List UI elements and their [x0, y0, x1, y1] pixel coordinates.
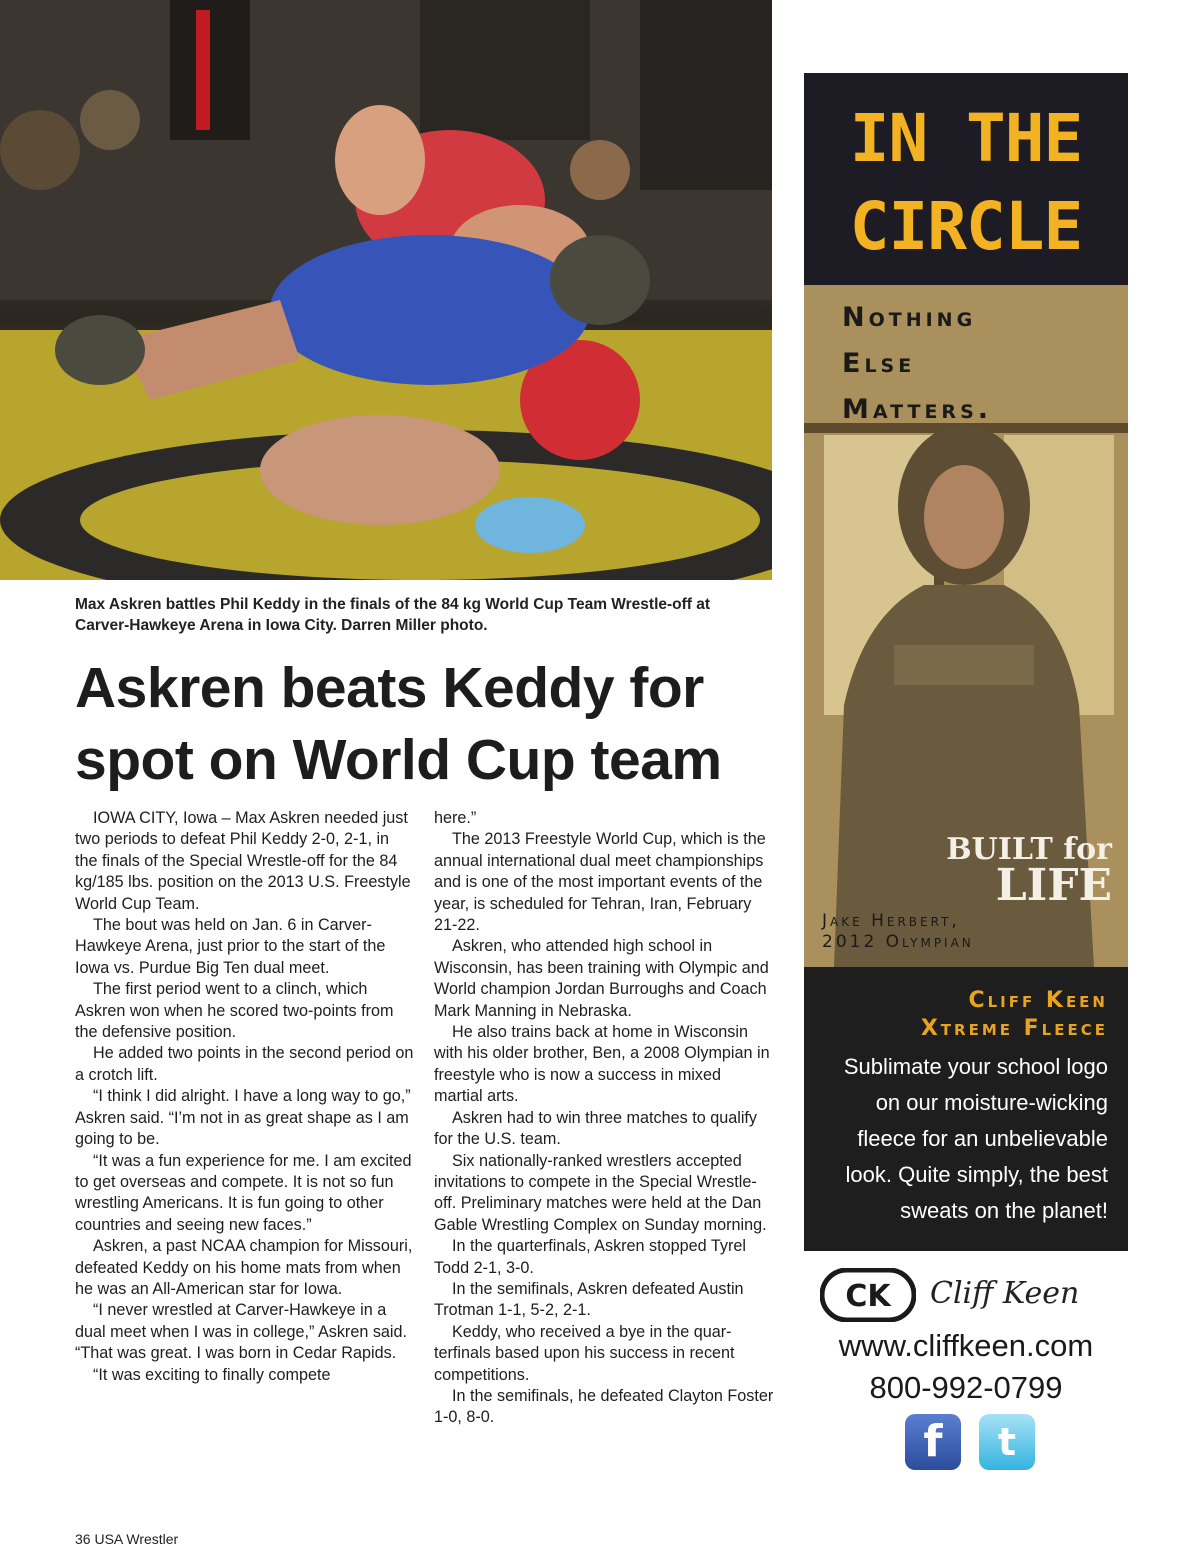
cliff-keen-advertisement[interactable] — [804, 73, 1128, 1251]
article-paragraph: He also trains back at home in Wisconsin with his older brother, Ben, a 2008 Olympian in freestyle who is now a success in mixed martial arts. — [434, 1023, 770, 1106]
ad-title-line-1: IN THE — [849, 100, 1083, 177]
brand-signature: Cliff Keen — [930, 1276, 1080, 1311]
article-paragraph: Askren, who attended high school in Wisconsin, has been training with Olympic and World champion Jordan Burroughs and Coach Mark Manning in Nebraska. — [434, 937, 769, 1020]
ad-slogan-line: Else — [842, 348, 916, 379]
ad-slogan-line: Nothing — [842, 302, 977, 333]
article-paragraph: The first period went to a clinch, which Askren won when he scored two-points from the defensive position. — [75, 980, 394, 1042]
article-paragraph: In the quarterfinals, Askren stopped Tyrel Todd 2-1, 3-0. — [434, 1237, 746, 1277]
wrestling-photo — [0, 0, 772, 580]
logo-text: CK — [845, 1279, 891, 1314]
article-paragraph: “I think I did alright. I have a long way to go,” Askren said. “I’m not in as great shape as I am going to be. — [75, 1087, 411, 1149]
article-paragraph: “I never wrestled at Carver-Hawkeye in a dual meet when I was in college,” Askren said. “That was great. I was born in Cedar Rapids. — [75, 1301, 408, 1363]
photo-caption: Max Askren battles Phil Keddy in the finals of the 84 kg World Cup Team Wrestle-off at Carver-Hawkeye Arena in Iowa City. Darren Miller photo. — [75, 596, 711, 634]
article-paragraph: The bout was held on Jan. 6 in Carver-Hawkeye Arena, just prior to the start of the Iowa vs. Purdue Big Ten dual meet. — [75, 916, 386, 977]
twitter-glyph: t — [997, 1420, 1017, 1464]
article-paragraph: The 2013 Freestyle World Cup, which is the annual international dual meet championships and is one of the most important events of the year, is scheduled for Tehran, Iran, February 21-22. — [434, 830, 766, 935]
cliff-keen-logo[interactable] — [820, 1268, 916, 1322]
ad-athlete-credit — [822, 911, 974, 953]
brand-logo-row[interactable] — [820, 1266, 1120, 1324]
facebook-icon[interactable] — [905, 1414, 961, 1470]
ad-title-line-2: CIRCLE — [849, 188, 1083, 265]
article-paragraph-continued: here.” — [434, 809, 477, 827]
article-paragraph: In the semifinals, Askren defeated Austin Trotman 1-1, 5-2, 2-1. — [434, 1279, 744, 1320]
facebook-glyph: f — [923, 1416, 943, 1467]
article-paragraph: “It was a fun experience for me. I am excited to get overseas and compete. It is not so fun wrestling Americans. It is fun going to other countries and seeing new faces.” — [75, 1151, 412, 1234]
ad-product-line-1: Cliff Keen — [968, 988, 1108, 1013]
ad-slogan — [842, 295, 992, 433]
article-paragraph: He added two points in the second period on a crotch lift. — [75, 1044, 414, 1084]
page-folio: 36 USA Wrestler — [75, 1531, 179, 1547]
ad-slogan-line: Matters. — [842, 394, 993, 425]
article-paragraph: Askren had to win three matches to qualify for the U.S. team. — [434, 1108, 758, 1149]
article-paragraph: “It was exciting to finally compete — [93, 1365, 331, 1384]
ad-product-panel — [804, 967, 1128, 1251]
phone-number: 800-992-0799 — [869, 1370, 1063, 1405]
article-paragraph: In the semifinals, he defeated Clayton Foster 1-0, 8-0. — [434, 1386, 774, 1427]
ad-title-banner — [804, 73, 1128, 285]
ad-product-name — [804, 987, 1108, 1043]
ad-athlete-name: Jake Herbert, — [822, 911, 960, 931]
article-paragraph: IOWA CITY, Iowa – Max Askren needed just two periods to defeat Phil Keddy 2-0, 2-1, in the finals of the Special Wrestle-off for the 84 kg/185 lbs. position on the 2013 U.S. Freestyle World Cup Team. — [75, 809, 411, 913]
twitter-icon[interactable] — [979, 1414, 1035, 1470]
ad-product-line-2: Xtreme Fleece — [920, 1016, 1108, 1041]
website-link[interactable]: www.cliffkeen.com — [838, 1328, 1094, 1363]
article-paragraph: Six nationally-ranked wrestlers accepted invitations to compete in the Special Wrestle-off. Preliminary matches were held at the Dan Gable Wrestling Complex on Sunday morning. — [434, 1151, 767, 1234]
life-text: LIFE — [995, 860, 1112, 911]
ad-body-copy: Sublimate your school logo on our moisture-wicking fleece for an unbelievable look. Quite simply, the best sweats on the planet! — [843, 1054, 1108, 1223]
article-headline: Askren beats Keddy for spot on World Cup team — [75, 656, 722, 792]
ad-title — [804, 95, 1128, 271]
built-for-text: BUILT for — [946, 832, 1112, 867]
built-for-life-mark — [932, 832, 1112, 911]
article-paragraph: Askren, a past NCAA champion for Missouri, defeated Keddy on his home mats from when he was an All-American star for Iowa. — [75, 1237, 413, 1298]
wrestling-photo-illustration — [0, 0, 772, 580]
article-column-right — [434, 808, 774, 1429]
ad-athlete-title: 2012 Olympian — [822, 932, 974, 952]
article-column-left — [75, 808, 415, 1386]
article-paragraph: Keddy, who received a bye in the quarterfinals based upon his success in recent competitions. — [434, 1322, 735, 1384]
